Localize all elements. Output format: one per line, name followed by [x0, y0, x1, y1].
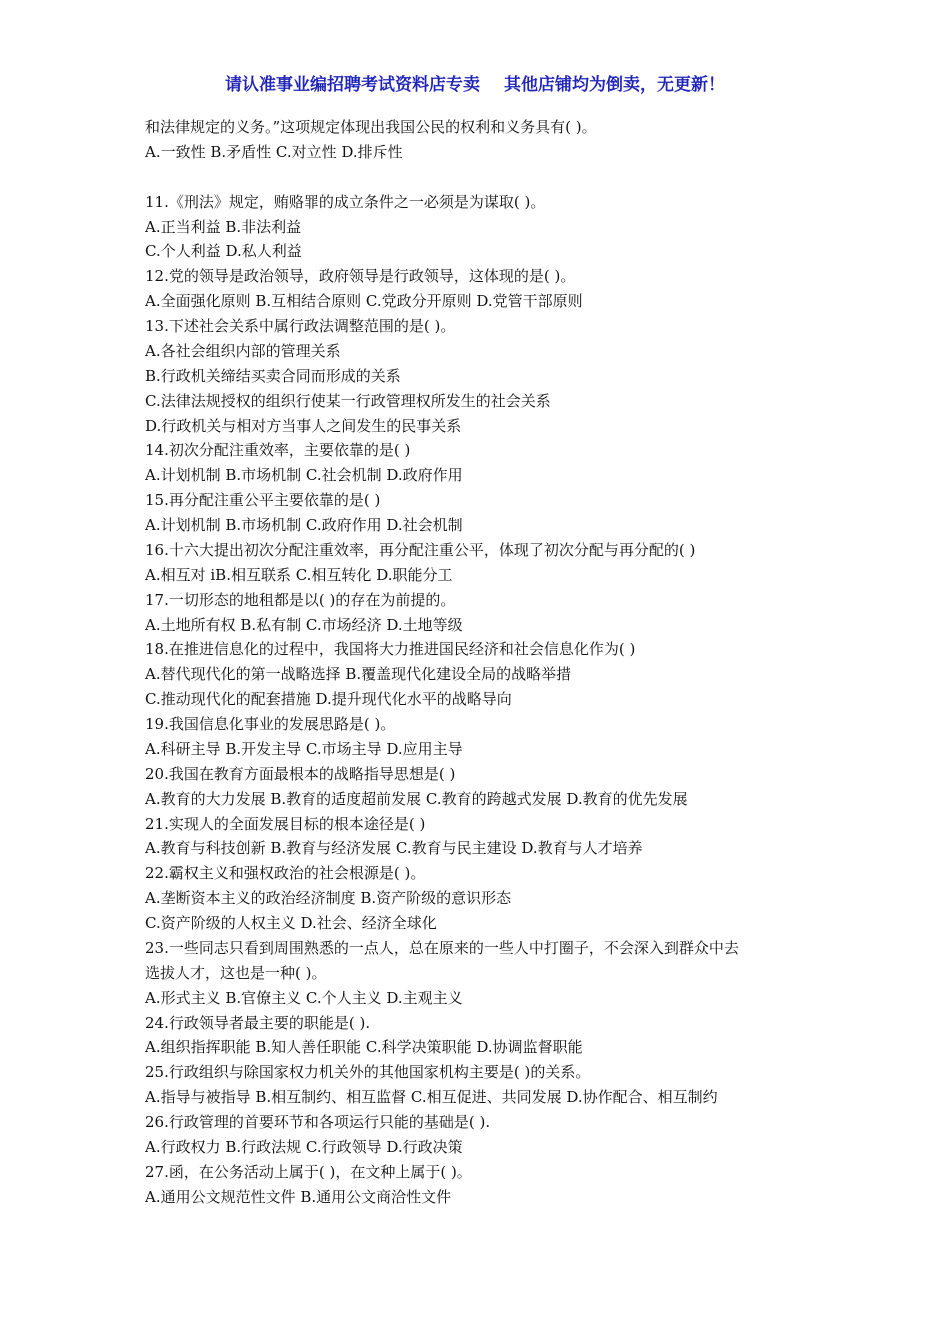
text-line: A.通用公文规范性文件 B.通用公文商洽性文件: [145, 1187, 452, 1206]
text-line: A.教育与科技创新 B.教育与经济发展 C.教育与民主建设 D.教育与人才培养: [145, 839, 643, 858]
text-line: 24.行政领导者最主要的职能是( ).: [145, 1013, 371, 1032]
text-line: 21.实现人的全面发展目标的根本途径是( ): [145, 814, 426, 833]
text-line: 20.我国在教育方面最根本的战略指导思想是( ): [145, 764, 456, 783]
text-line: 25.行政组织与除国家权力机关外的其他国家机构主要是( )的关系。: [145, 1063, 591, 1082]
text-line: 11.《刑法》规定，贿赂罪的成立条件之一必须是为谋取( )。: [145, 192, 546, 211]
text-line: 19.我国信息化事业的发展思路是( )。: [145, 715, 396, 733]
text-line: A.替代现代化的第一战略选择 B.覆盖现代化建设全局的战略举措: [145, 665, 572, 684]
text-line: C.推动现代化的配套措施 D.提升现代化水平的战略导向: [145, 690, 512, 709]
text-line: 14.初次分配注重效率，主要依靠的是( ): [145, 441, 411, 460]
text-line: A.计划机制 B.市场机制 C.政府作用 D.社会机制: [145, 516, 463, 534]
text-line: 23.一些同志只看到周围熟悉的一点人，总在原来的一些人中打圈子，不会深入到群众中去: [145, 938, 739, 957]
text-line: 22.霸权主义和强权政治的社会根源是( )。: [145, 864, 426, 883]
text-line: A.组织指挥职能 B.知人善任职能 C.科学决策职能 D.协调监督职能: [145, 1038, 583, 1057]
banner-text-secondary: 其他店铺均为倒卖，无更新！: [504, 75, 725, 95]
text-line: A.教育的大力发展 B.教育的适度超前发展 C.教育的跨越式发展 D.教育的优先发展: [145, 789, 688, 808]
text-line: 17.一切形态的地租都是以( )的存在为前提的。: [145, 590, 456, 609]
text-line: A.垄断资本主义的政治经济制度 B.资产阶级的意识形态: [145, 889, 512, 908]
text-line: A.各社会组织内部的管理关系: [145, 341, 341, 360]
text-line: A.行政权力 B.行政法规 C.行政领导 D.行政决策: [145, 1137, 463, 1156]
text-line: 12.党的领导是政治领导，政府领导是行政领导，这体现的是( )。: [145, 267, 576, 286]
text-line: A.科研主导 B.开发主导 C.市场主导 D.应用主导: [145, 739, 463, 758]
text-line: A.一致性 B.矛盾性 C.对立性 D.排斥性: [145, 142, 403, 161]
text-line: B.行政机关缔结买卖合同而形成的关系: [145, 366, 401, 385]
text-line: A.全面强化原则 B.互相结合原则 C.党政分开原则 D.党管干部原则: [145, 292, 583, 311]
text-line: 26.行政管理的首要环节和各项运行只能的基础是( ).: [145, 1113, 491, 1131]
text-line: 选拔人才，这也是一种( )。: [145, 963, 327, 982]
text-line: C.法律法规授权的组织行使某一行政管理权所发生的社会关系: [145, 391, 551, 410]
text-line: C.资产阶级的人权主义 D.社会、经济全球化: [145, 914, 437, 932]
text-line: A.计划机制 B.市场机制 C.社会机制 D.政府作用: [145, 466, 463, 485]
text-line: A.指导与被指导 B.相互制约、相互监督 C.相互促进、共同发展 D.协作配合、相互制约: [145, 1088, 718, 1107]
text-line: D.行政机关与相对方当事人之间发生的民事关系: [145, 416, 462, 435]
text-line: 18.在推进信息化的过程中，我国将大力推进国民经济和社会信息化作为( ): [145, 640, 636, 659]
text-line: A.正当利益 B.非法利益: [145, 217, 302, 236]
document-body: [145, 115, 835, 1210]
text-line: 27.函，在公务活动上属于( )，在文种上属于( )。: [145, 1162, 472, 1181]
text-line: 15.再分配注重公平主要依靠的是( ): [145, 491, 381, 510]
blank-line: [145, 165, 835, 190]
text-line: A.土地所有权 B.私有制 C.市场经济 D.土地等级: [145, 615, 463, 634]
text-line: A.相互对 iB.相互联系 C.相互转化 D.职能分工: [145, 565, 453, 584]
text-line: C.个人利益 D.私人利益: [145, 242, 302, 261]
header-banner: [0, 70, 950, 95]
banner-text-primary: 请认准事业编招聘考试资料店专卖: [225, 75, 480, 95]
text-line: 13.下述社会关系中属行政法调整范围的是( )。: [145, 317, 456, 335]
text-line: A.形式主义 B.官僚主义 C.个人主义 D.主观主义: [145, 988, 463, 1007]
text-line: 16.十六大提出初次分配注重效率，再分配注重公平，体现了初次分配与再分配的( ): [145, 540, 696, 559]
text-line: 和法律规定的义务。”这项规定体现出我国公民的权利和义务具有( )。: [145, 118, 597, 136]
